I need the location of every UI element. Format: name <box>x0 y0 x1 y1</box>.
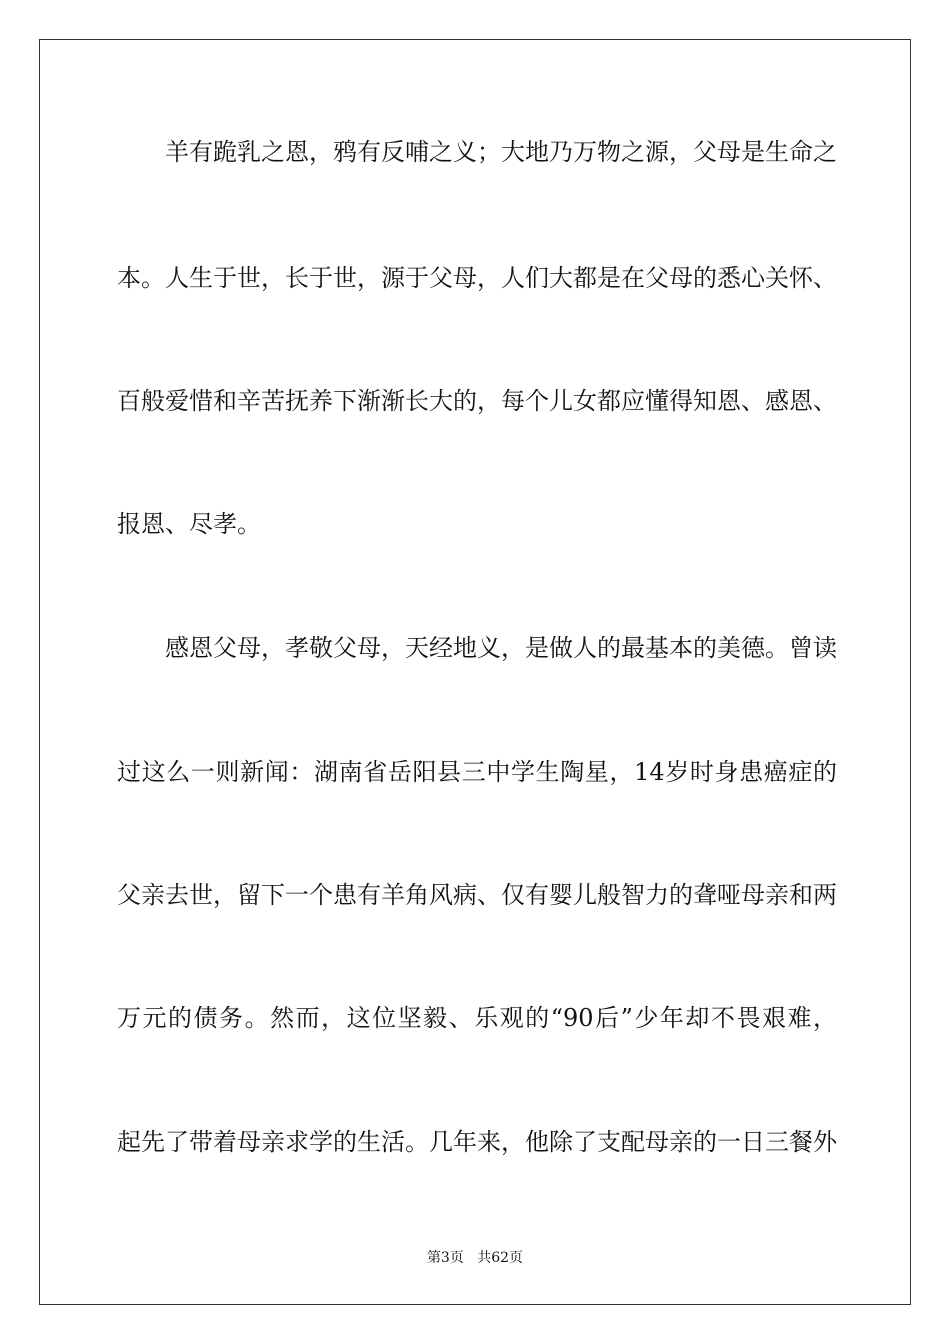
paragraph-2-line-5: 起先了带着母亲求学的生活。几年来，他除了支配母亲的一日三餐外 <box>117 1128 837 1156</box>
footer-spacer <box>464 1250 477 1266</box>
paragraph-1-line-2: 本。人生于世，长于世，源于父母，人们大都是在父母的悉心关怀、 <box>117 264 837 292</box>
paragraph-2-line-2: 过这么一则新闻：湖南省岳阳县三中学生陶星，14岁时身患癌症的 <box>117 758 837 786</box>
paragraph-2-line-3: 父亲去世，留下一个患有羊角风病、仅有婴儿般智力的聋哑母亲和两 <box>117 881 837 909</box>
page-footer <box>0 1249 950 1267</box>
paragraph-2-line-1: 感恩父母，孝敬父母，天经地义，是做人的最基本的美德。曾读 <box>165 634 837 662</box>
paragraph-1-line-1: 羊有跪乳之恩，鸦有反哺之义；大地乃万物之源，父母是生命之 <box>165 138 837 166</box>
paragraph-1-line-3: 百般爱惜和辛苦抚养下渐渐长大的，每个儿女都应懂得知恩、感恩、 <box>117 387 837 415</box>
page-border <box>39 39 911 1305</box>
page-number: 第3页 <box>426 1250 464 1266</box>
paragraph-1-line-4: 报恩、尽孝。 <box>117 510 261 538</box>
paragraph-2-line-4: 万元的债务。然而，这位坚毅、乐观的“90后”少年却不畏艰难， <box>117 1004 837 1032</box>
page-total: 共62页 <box>477 1250 524 1266</box>
